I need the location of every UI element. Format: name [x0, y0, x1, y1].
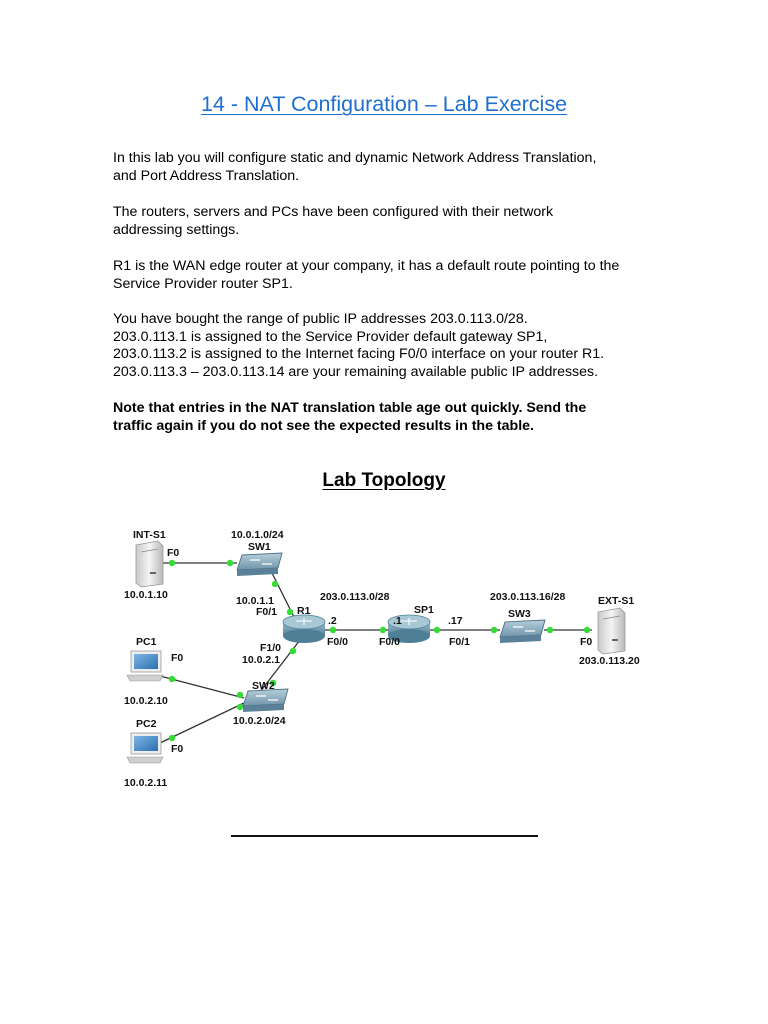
topology-heading: Lab Topology: [322, 470, 446, 491]
sw2-name: SW2: [252, 680, 275, 692]
link-status-dots: [169, 560, 593, 741]
intro-line-1: In this lab you will configure static and dynamic Network Address Translation,: [113, 150, 597, 166]
note-line-2: traffic again if you do not see the expected results in the table.: [113, 417, 534, 434]
wan-edge-line-2: Service Provider router SP1.: [113, 275, 293, 292]
public-ip-line-4: 203.0.113.3 – 203.0.113.14 are your remaining available public IP addresses.: [113, 363, 599, 380]
r1-f01-ip: 10.0.1.1: [236, 595, 274, 607]
sp1-name: SP1: [414, 604, 434, 616]
server-icon-ext-s1: [598, 608, 625, 654]
pc-icon-pc2: [127, 733, 163, 763]
r1-f01: F0/1: [256, 606, 278, 618]
sw1-name: SW1: [248, 541, 271, 553]
int-s1-ip: 10.0.1.10: [124, 589, 168, 601]
sw1-subnet: 10.0.1.0/24: [231, 529, 284, 541]
r1-f10: F1/0: [260, 642, 282, 654]
pc2-ip: 10.0.2.11: [124, 777, 168, 789]
public-ip-line-1: You have bought the range of public IP addresses 203.0.113.0/28.: [113, 311, 528, 327]
r1-f10-ip: 10.0.2.1: [242, 654, 280, 666]
addressing-line-1: The routers, servers and PCs have been configured with their network: [113, 204, 554, 220]
wan-edge-line-1: R1 is the WAN edge router at your company, it has a default route pointing to the: [113, 258, 620, 274]
public-ip-line-3: 203.0.113.2 is assigned to the Internet facing F0/0 interface on your router R1.: [113, 346, 605, 362]
r1-f00-ip: .2: [328, 615, 337, 627]
pc1-name: PC1: [136, 636, 157, 648]
router-icon-r1: [283, 615, 325, 643]
ext-s1-name: EXT-S1: [598, 595, 635, 607]
server-icon-int-s1: [136, 541, 163, 587]
links: [160, 563, 592, 743]
addressing-line-2: addressing settings.: [113, 221, 240, 238]
wan-subnet: 203.0.113.0/28: [320, 591, 390, 603]
pc2-port: F0: [171, 743, 184, 755]
page-title: 14 - NAT Configuration – Lab Exercise: [200, 92, 568, 116]
horizontal-rule: [231, 835, 538, 837]
ext-s1-port: F0: [580, 636, 593, 648]
switch-icon-sw3: [500, 620, 545, 643]
sw2-subnet: 10.0.2.0/24: [233, 715, 286, 727]
note-line-1: Note that entries in the NAT translation table age out quickly. Send the: [113, 400, 587, 416]
switch-icon-sw1: [237, 553, 282, 576]
r1-name: R1: [297, 605, 311, 617]
int-s1-name: INT-S1: [133, 529, 166, 541]
pc2-name: PC2: [136, 718, 157, 730]
r1-f00: F0/0: [327, 636, 349, 648]
pc-icon-pc1: [127, 651, 163, 681]
sp1-f00: F0/0: [379, 636, 401, 648]
int-s1-port: F0: [167, 547, 180, 559]
sp1-f01-ip: .17: [448, 615, 463, 627]
sw3-subnet: 203.0.113.16/28: [490, 591, 566, 603]
intro-line-2: and Port Address Translation.: [113, 167, 300, 184]
sw3-name: SW3: [508, 608, 531, 620]
switch-icon-sw2: [243, 689, 288, 712]
pc1-ip: 10.0.2.10: [124, 695, 168, 707]
public-ip-line-2: 203.0.113.1 is assigned to the Service Provider default gateway SP1,: [113, 328, 548, 345]
ext-s1-ip: 203.0.113.20: [579, 655, 640, 667]
sp1-f00-ip: .1: [393, 615, 402, 627]
sp1-f01: F0/1: [449, 636, 471, 648]
pc1-port: F0: [171, 652, 184, 664]
